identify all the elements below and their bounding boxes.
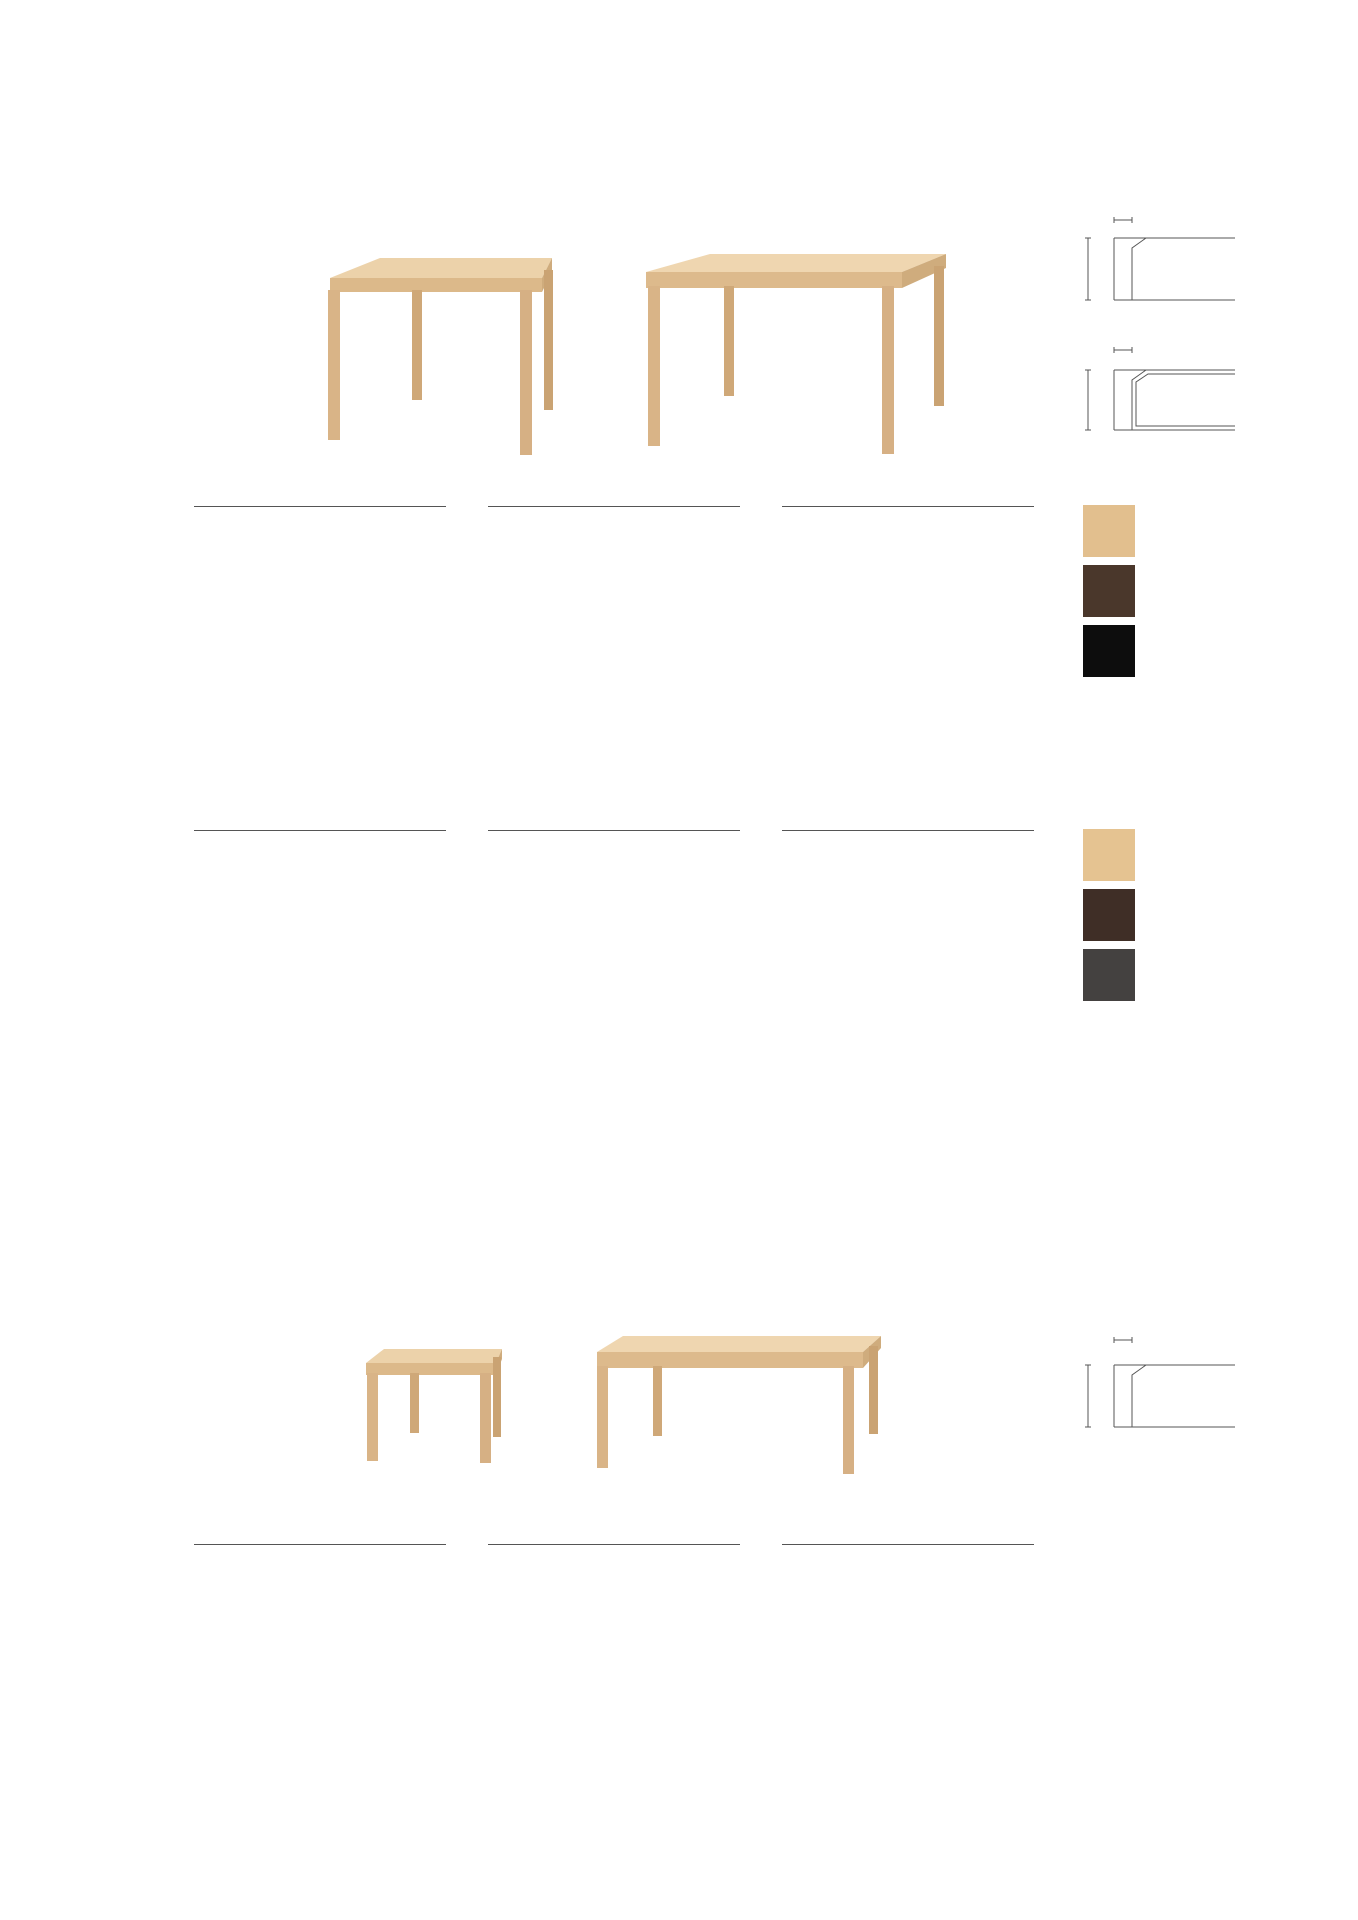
color-code-label bbox=[782, 872, 834, 891]
spec-row bbox=[782, 854, 1034, 873]
spec-row bbox=[194, 872, 446, 891]
spec-block bbox=[194, 827, 446, 936]
spec-row bbox=[488, 511, 740, 530]
color-swatch bbox=[1083, 565, 1135, 617]
color-code-label bbox=[194, 835, 246, 854]
price-label bbox=[782, 915, 834, 936]
spec-row bbox=[194, 1586, 446, 1605]
color-code-label bbox=[488, 1568, 540, 1587]
spec-block bbox=[488, 1523, 740, 1650]
spec-heading bbox=[782, 503, 1034, 507]
color-code-label bbox=[488, 511, 540, 530]
color-code-label bbox=[782, 835, 834, 854]
color-code-label bbox=[782, 1586, 834, 1605]
table-900-image bbox=[320, 250, 560, 460]
size-row bbox=[194, 570, 446, 591]
spec-heading bbox=[194, 503, 446, 507]
spec-row bbox=[194, 548, 446, 567]
price-label bbox=[488, 591, 540, 612]
spec-row bbox=[488, 1586, 740, 1605]
spec-row bbox=[194, 1568, 446, 1587]
size-label bbox=[782, 570, 834, 591]
spec-row bbox=[194, 1549, 446, 1568]
price-row bbox=[488, 1629, 740, 1650]
color-code-label bbox=[194, 511, 246, 530]
color-code-label bbox=[194, 1568, 246, 1587]
spec-heading bbox=[194, 827, 446, 831]
color-code-label bbox=[782, 854, 834, 873]
color-swatch bbox=[1083, 949, 1135, 1001]
price-label bbox=[194, 591, 246, 612]
size-label bbox=[194, 570, 246, 591]
color-code-label bbox=[194, 1549, 246, 1568]
spec-row bbox=[782, 835, 1034, 854]
size-row bbox=[194, 894, 446, 915]
spec-subheading bbox=[782, 1525, 1034, 1545]
color-code-label bbox=[194, 854, 246, 873]
spec-heading bbox=[488, 827, 740, 831]
spec-row bbox=[194, 511, 446, 530]
price-row bbox=[194, 915, 446, 936]
size-row bbox=[782, 894, 1034, 915]
color-code-label bbox=[782, 530, 834, 549]
spec-heading bbox=[782, 827, 1034, 831]
spec-row bbox=[488, 854, 740, 873]
spec-block bbox=[194, 503, 446, 612]
size-row bbox=[782, 570, 1034, 591]
color-code-label bbox=[194, 548, 246, 567]
spec-row bbox=[194, 835, 446, 854]
color-swatch bbox=[1083, 505, 1135, 557]
price-label bbox=[782, 591, 834, 612]
price-row bbox=[782, 591, 1034, 612]
page-title bbox=[194, 136, 208, 174]
table-1600-image bbox=[640, 250, 950, 460]
spec-row bbox=[782, 511, 1034, 530]
spec-block bbox=[782, 503, 1034, 612]
spec-row bbox=[782, 548, 1034, 567]
spec-heading bbox=[488, 503, 740, 507]
color-swatch bbox=[1083, 889, 1135, 941]
price-row bbox=[488, 591, 740, 612]
price-label bbox=[782, 1629, 834, 1650]
size-row bbox=[488, 1608, 740, 1629]
spec-row bbox=[488, 1549, 740, 1568]
color-code-label bbox=[194, 1586, 246, 1605]
color-code-label bbox=[488, 872, 540, 891]
spec-row bbox=[488, 835, 740, 854]
spec-subheading bbox=[488, 1525, 740, 1545]
color-code-label bbox=[488, 1586, 540, 1605]
spec-subheading bbox=[194, 1525, 446, 1545]
color-code-label bbox=[194, 872, 246, 891]
price-row bbox=[782, 1629, 1034, 1650]
edge-profile-diagram bbox=[1080, 200, 1240, 450]
spec-row bbox=[782, 872, 1034, 891]
size-row bbox=[782, 1608, 1034, 1629]
color-code-label bbox=[782, 548, 834, 567]
size-row bbox=[488, 894, 740, 915]
price-label bbox=[488, 1629, 540, 1650]
price-row bbox=[194, 1629, 446, 1650]
spec-row bbox=[194, 530, 446, 549]
spec-block bbox=[782, 1523, 1034, 1650]
color-code-label bbox=[782, 1568, 834, 1587]
size-label bbox=[782, 1608, 834, 1629]
spec-block bbox=[194, 1523, 446, 1650]
spec-block bbox=[488, 827, 740, 936]
color-code-label bbox=[488, 854, 540, 873]
price-row bbox=[488, 915, 740, 936]
color-code-label bbox=[194, 530, 246, 549]
spec-row bbox=[782, 1549, 1034, 1568]
color-code-label bbox=[488, 530, 540, 549]
size-row bbox=[194, 1608, 446, 1629]
price-label bbox=[488, 915, 540, 936]
header-brand bbox=[1247, 64, 1261, 82]
price-label bbox=[194, 1629, 246, 1650]
price-row bbox=[782, 915, 1034, 936]
spec-row bbox=[488, 1568, 740, 1587]
size-label bbox=[194, 1608, 246, 1629]
size-label bbox=[488, 894, 540, 915]
size-label bbox=[194, 894, 246, 915]
size-label bbox=[782, 894, 834, 915]
low-table-1400-image bbox=[593, 1334, 883, 1479]
color-code-label bbox=[488, 1549, 540, 1568]
price-label bbox=[194, 915, 246, 936]
color-code-label bbox=[782, 1549, 834, 1568]
price-row bbox=[194, 591, 446, 612]
spec-block bbox=[488, 503, 740, 612]
spec-row bbox=[782, 1568, 1034, 1587]
spec-row bbox=[194, 854, 446, 873]
spec-block bbox=[782, 827, 1034, 936]
color-code-label bbox=[488, 548, 540, 567]
color-code-label bbox=[782, 511, 834, 530]
spec-row bbox=[488, 872, 740, 891]
color-code-label bbox=[488, 835, 540, 854]
size-label bbox=[488, 1608, 540, 1629]
spec-row bbox=[488, 530, 740, 549]
color-swatch bbox=[1083, 625, 1135, 677]
spec-row bbox=[488, 548, 740, 567]
edge-profile-diagram-low bbox=[1080, 1325, 1240, 1435]
size-row bbox=[488, 570, 740, 591]
size-label bbox=[488, 570, 540, 591]
low-table-450-image bbox=[362, 1345, 512, 1465]
color-swatch bbox=[1083, 829, 1135, 881]
spec-row bbox=[782, 530, 1034, 549]
spec-row bbox=[782, 1586, 1034, 1605]
